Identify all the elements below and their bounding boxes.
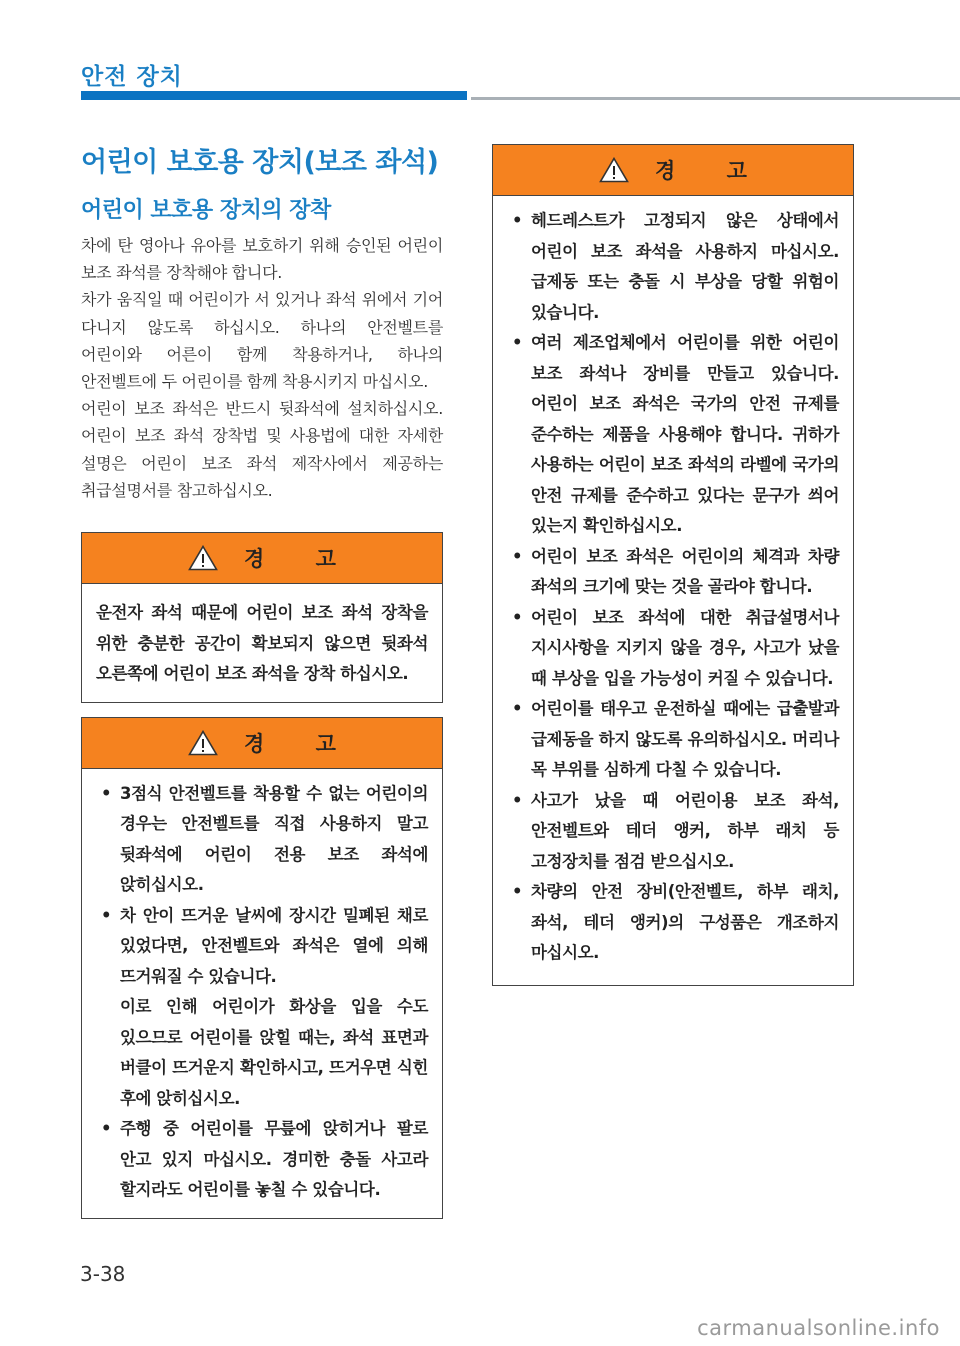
warning-triangle-icon — [599, 157, 629, 183]
warning-header — [493, 145, 853, 196]
warning-box-1 — [81, 532, 443, 703]
list-item-text: 헤드레스트가 고정되지 않은 상태에서 어린이 보조 좌석을 사용하지 마십시오. 급제동 또는 충돌 시 부상을 당할 위험이 있습니다. — [531, 211, 839, 322]
warning-header — [82, 533, 442, 584]
list-item-text: 어린이 보조 좌석에 대한 취급설명서나 지시사항을 지키지 않을 경우, 사고가 났을 때 부상을 입을 가능성이 커질 수 있습니다. — [531, 607, 839, 688]
warning-box-2 — [81, 717, 443, 1219]
section-subtitle: 어린이 보호용 장치의 장착 — [81, 198, 331, 223]
bullet-icon: • — [101, 905, 112, 925]
warning-body — [493, 196, 853, 985]
warning-list — [507, 206, 839, 969]
body-paragraph-3: 어린이 보조 좌석은 반드시 뒷좌석에 설치하십시오. 어린이 보조 좌석 장착법 및 사용법에 대한 자세한 설명은 어린이 보조 좌석 제작사에서 제공하는 취급설명서를 참고하십시오. — [81, 399, 443, 500]
bullet-icon: • — [512, 546, 523, 566]
bullet-icon: • — [512, 699, 523, 718]
list-item-text: 차 안이 뜨거운 날씨에 장시간 밀폐된 채로 있었다면, 안전벨트와 좌석은 열에 의해 뜨거워질 수 있습니다. — [120, 905, 428, 986]
watermark: carmanualsonline.info — [697, 1316, 940, 1340]
warning-body — [82, 769, 442, 1218]
bullet-icon: • — [512, 211, 523, 230]
list-item — [507, 877, 839, 969]
list-item-text: 3점식 안전벨트를 착용할 수 없는 어린이의 경우는 안전벨트를 직접 사용하지 말고 뒷좌석에 어린이 전용 보조 좌석에 앉히십시오. — [120, 783, 428, 895]
left-column — [81, 140, 443, 1219]
bullet-icon: • — [512, 607, 523, 627]
warning-text: 운전자 좌석 때문에 어린이 보조 좌석 장착을 위한 충분한 공간이 확보되지 않으면 뒷좌석 오른쪽에 어린이 보조 좌석을 장착 하십시오. — [96, 603, 428, 684]
warning-title: 경 고 — [244, 547, 358, 572]
bullet-icon: • — [512, 790, 523, 810]
warning-title: 경 고 — [244, 731, 358, 756]
list-item — [507, 542, 839, 603]
list-item-text: 어린이 보조 좌석은 어린이의 체격과 차량 좌석의 크기에 맞는 것을 골라야 합니다. — [531, 546, 839, 596]
list-item-text: 어린이를 태우고 운전하실 때에는 급출발과 급제동을 하지 않도록 유의하십시오. 머리나 목 부위를 심하게 다칠 수 있습니다. — [531, 699, 839, 779]
warning-header — [82, 718, 442, 769]
list-item-continuation: 이로 인해 어린이가 화상을 입을 수도 있으므로 어린이를 앉힐 때는, 좌석 표면과 버클이 뜨거운지 확인하시고, 뜨거우면 식힌 후에 앉히십시오. — [120, 997, 428, 1108]
bullet-icon: • — [101, 1119, 112, 1139]
warning-triangle-icon — [188, 730, 218, 756]
body-paragraph-2: 차가 움직일 때 어린이가 서 있거나 좌석 위에서 기어 다니지 않도록 하십시오. 하나의 안전벨트를 어린이와 어른이 함께 착용하거나, 하나의 안전벨트에 두 어린이를 함께 착용시키지 마십시오. — [81, 290, 443, 392]
list-item-text: 사고가 났을 때 어린이용 보조 좌석, 안전벨트와 테더 앵커, 하부 래치 등 고정장치를 점검 받으십시오. — [531, 790, 839, 871]
warning-box-3 — [492, 144, 854, 986]
bullet-icon: • — [101, 783, 112, 803]
header-rule-gray — [471, 97, 960, 100]
page-number: 3-38 — [80, 1262, 126, 1286]
list-item — [507, 603, 839, 695]
list-item — [96, 1114, 428, 1206]
list-item-text: 차량의 안전 장비(안전벨트, 하부 래치, 좌석, 테더 앵커)의 구성품은 개조하지 마십시오. — [531, 882, 839, 962]
warning-body — [82, 584, 442, 702]
warning-triangle-icon — [188, 545, 218, 571]
bullet-icon: • — [512, 333, 523, 352]
warning-title: 경 고 — [655, 159, 769, 183]
header-bar-blue — [81, 91, 467, 100]
right-column — [492, 144, 854, 986]
list-item — [507, 694, 839, 786]
section-title: 안전 장치 — [81, 64, 183, 90]
body-paragraph-1: 차에 탄 영아나 유아를 보호하기 위해 승인된 어린이 보조 좌석를 장착해야 합니다. — [81, 236, 443, 283]
list-item — [507, 206, 839, 328]
list-item — [507, 328, 839, 542]
page-title: 어린이 보호용 장치(보조 좌석) — [81, 147, 439, 178]
list-item-text: 여러 제조업체에서 어린이를 위한 어린이 보조 좌석나 장비를 만들고 있습니다. 어린이 보조 좌석은 국가의 안전 규제를 준수하는 제품을 사용해야 합니다. 귀하가 사용하는 어린이 보조 좌석의 라벨에 국가의 안전 규제를 준수하고 있다는 문구가 씌어 있는지 확인하십시오. — [531, 333, 839, 535]
list-item — [96, 779, 428, 901]
list-item — [507, 786, 839, 878]
bullet-icon: • — [512, 882, 523, 901]
list-item — [96, 901, 428, 1115]
warning-list — [96, 779, 428, 1206]
list-item-text: 주행 중 어린이를 무릎에 앉히거나 팔로 안고 있지 마십시오. 경미한 충돌 사고라 할지라도 어린이를 놓칠 수 있습니다. — [120, 1119, 428, 1200]
